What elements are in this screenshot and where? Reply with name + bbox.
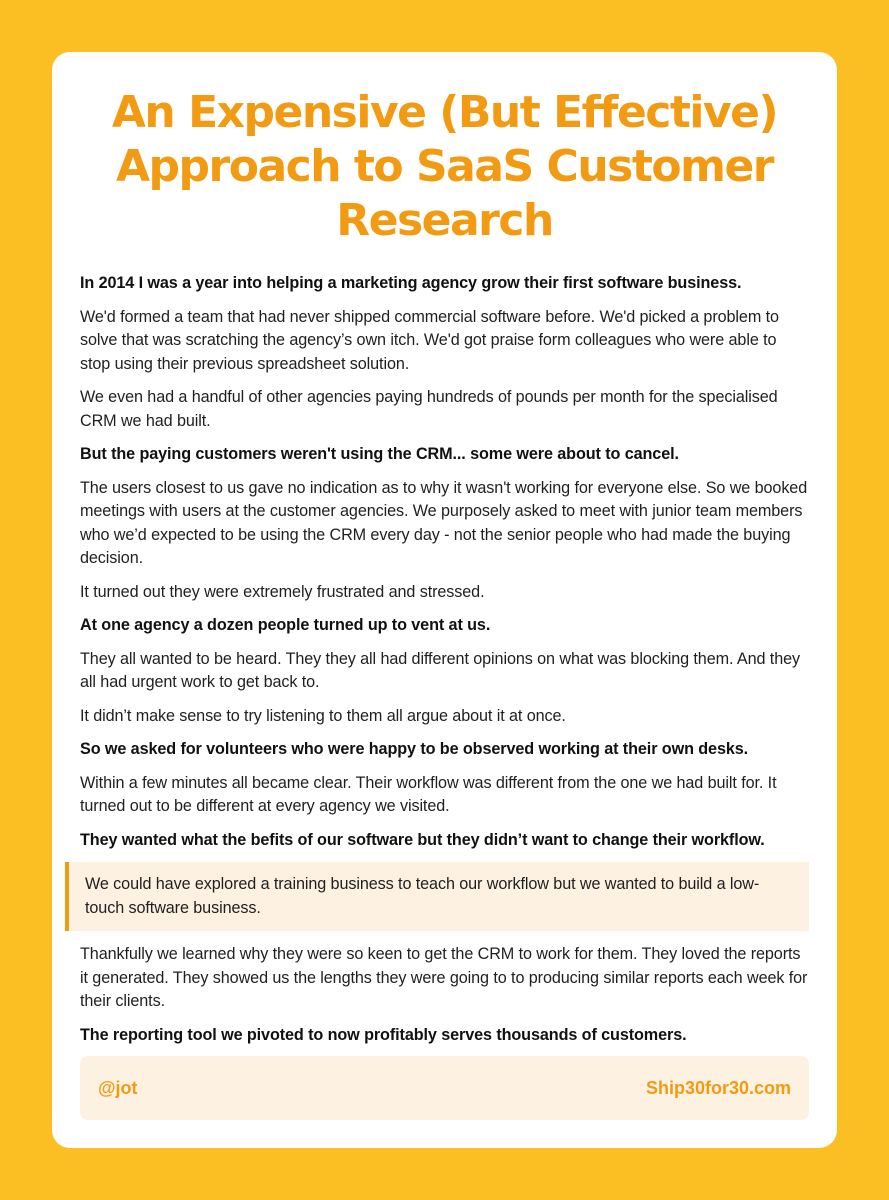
- footer-bar: [80, 1056, 809, 1120]
- author-handle[interactable]: @jot: [98, 1077, 138, 1098]
- paragraph: The users closest to us gave no indication as to why it wasn't working for everyone else. So we booked meetings with users at the customer agencies. We purposely asked to meet with junior team members who we’d expected to be using the CRM every day - not the senior people who had made the buying decision.: [80, 478, 808, 567]
- paragraph-bold: But the paying customers weren't using the CRM... some were about to cancel.: [80, 445, 679, 463]
- article-title: An Expensive (But Effective) Approach to SaaS Customer Research: [111, 87, 778, 246]
- paragraph: Thankfully we learned why they were so keen to get the CRM to work for them. They loved the reports it generated. They showed us the lengths they were going to to producing similar reports each week for their clients.: [80, 945, 808, 1010]
- paragraph-conclusion: The reporting tool we pivoted to now profitably serves thousands of customers.: [80, 1025, 687, 1044]
- paragraph: We even had a handful of other agencies paying hundreds of pounds per month for the specialised CRM we had built.: [80, 388, 778, 430]
- article-body: [80, 272, 809, 1047]
- paragraph: It didn’t make sense to try listening to them all argue about it at once.: [80, 706, 566, 725]
- paragraph: It turned out they were extremely frustrated and stressed.: [80, 582, 485, 601]
- paragraph: They all wanted to be heard. They they all had different opinions on what was blocking them. And they all had urgent work to get back to.: [80, 649, 800, 691]
- paragraph-bold: They wanted what the befits of our software but they didn’t want to change their workflow.: [80, 830, 765, 849]
- paragraph-intro: In 2014 I was a year into helping a marketing agency grow their first software business.: [80, 274, 742, 292]
- paragraph: Within a few minutes all became clear. Their workflow was different from the one we had built for. It turned out to be different at every agency we visited.: [80, 773, 777, 815]
- paragraph-bold: At one agency a dozen people turned up to vent at us.: [80, 616, 491, 634]
- article-card: [52, 52, 837, 1148]
- highlight-quote: [65, 862, 809, 931]
- paragraph: We'd formed a team that had never shipped commercial software before. We'd picked a problem to solve that was scratching the agency’s own itch. We'd got praise form colleagues who were able to stop using their previous spreadsheet solution.: [80, 307, 779, 373]
- paragraph-bold: So we asked for volunteers who were happy to be observed working at their own desks.: [80, 740, 749, 758]
- site-link[interactable]: Ship30for30.com: [645, 1077, 791, 1098]
- quote-text: We could have explored a training business to teach our workflow but we wanted to build a low-touch software business.: [85, 875, 760, 917]
